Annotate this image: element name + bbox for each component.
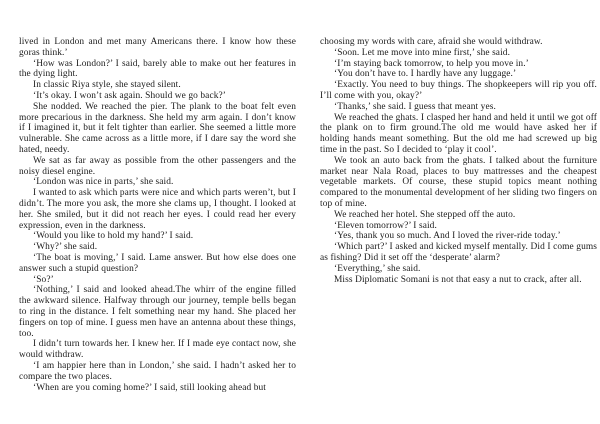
paragraph: We sat as far away as possible from the other passengers and the noisy diesel engine.	[19, 155, 296, 177]
paragraph: ‘Why?’ she said.	[33, 242, 98, 253]
paragraph: ‘Nothing,’ I said and looked ahead.The whirr of the engine filled the awkward silence. Halfway through our journey, temple bells began to ring in the distance. I felt something near my hand. She placed her fingers on top of mine. I guess men have an antenna about these things, too.	[19, 285, 296, 339]
paragraph: ‘Eleven tomorrow?’ I said.	[334, 220, 437, 231]
page-left-text	[19, 37, 296, 393]
paragraph: We reached the ghats. I clasped her hand and held it until we got off the plank on to firm ground.The old me would have asked her if holding hands meant something. But the old me had screwed up big time in the past. So I decided to ‘play it cool’.	[320, 112, 597, 155]
paragraph: lived in London and met many Americans there. I know how these goras think.’	[19, 37, 296, 58]
paragraph: We reached her hotel. She stepped off the auto.	[334, 209, 516, 220]
paragraph: ‘It’s okay. I won’t ask again. Should we go back?’	[33, 90, 226, 101]
paragraph: I wanted to ask which parts were nice and which parts weren’t, but I didn’t. The more you ask, the more she clams up, I thought. I looked at her. She smiled, but it did not reach her eyes. I could read her every expression, even in the darkness.	[19, 188, 296, 231]
paragraph: ‘Yes, thank you so much. And I loved the river-ride today.’	[334, 231, 561, 242]
page-right-text	[320, 37, 597, 285]
paragraph: ‘Which part?’ I asked and kicked myself mentally. Did I come gums as fishing? Did it set off the ‘desperate’ alarm?	[320, 242, 597, 263]
paragraph: ‘How was London?’ I said, barely able to make out her features in the dying light.	[19, 58, 296, 80]
paragraph: ‘When are you coming home?’ I said, still looking ahead but	[33, 382, 267, 393]
paragraph: ‘I’m staying back tomorrow, to help you move in.’	[334, 58, 529, 69]
paragraph: We took an auto back from the ghats. I talked about the furniture market near Nala Road, places to buy mattresses and the cheapest vegetable markets. Of course, these stupid topics meant nothing compared to the monumental development of her sliding two fingers on top of mine.	[320, 155, 597, 209]
paragraph: In classic Riya style, she stayed silent.	[33, 80, 181, 91]
paragraph: ‘The boat is moving,’ I said. Lame answer. But how else does one answer such a stupid question?	[19, 252, 296, 274]
paragraph: choosing my words with care, afraid she would withdraw.	[320, 37, 543, 47]
paragraph: ‘So?’	[33, 274, 54, 285]
paragraph: ‘I am happier here than in London,’ she said. I hadn’t asked her to compare the two places.	[19, 360, 296, 382]
paragraph: ‘You don’t have to. I hardly have any luggage.’	[334, 69, 517, 80]
paragraph: ‘Soon. Let me move into mine first,’ she said.	[334, 47, 511, 58]
paragraph: ‘Would you like to hold my hand?’ I said.	[33, 231, 194, 242]
paragraph: ‘Everything,’ she said.	[334, 263, 421, 274]
paragraph: ‘Exactly. You need to buy things. The shopkeepers will rip you off. I’ll come with you, okay?’	[320, 80, 597, 101]
paragraph: Miss Diplomatic Somani is not that easy a nut to crack, after all.	[334, 274, 582, 285]
paragraph: ‘Thanks,’ she said. I guess that meant yes.	[334, 101, 496, 112]
paragraph: She nodded. We reached the pier. The plank to the boat felt even more precarious in the darkness. She held my arm again. I don’t know if I imagined it, but it felt tighter than earlier. She seemed a little more vulnerable. She came across as a little more, if I dare say the word she hated, needy.	[19, 101, 296, 155]
paragraph: ‘London was nice in parts,’ she said.	[33, 177, 174, 188]
paragraph: I didn’t turn towards her. I knew her. If I made eye contact now, she would withdraw.	[19, 339, 296, 361]
